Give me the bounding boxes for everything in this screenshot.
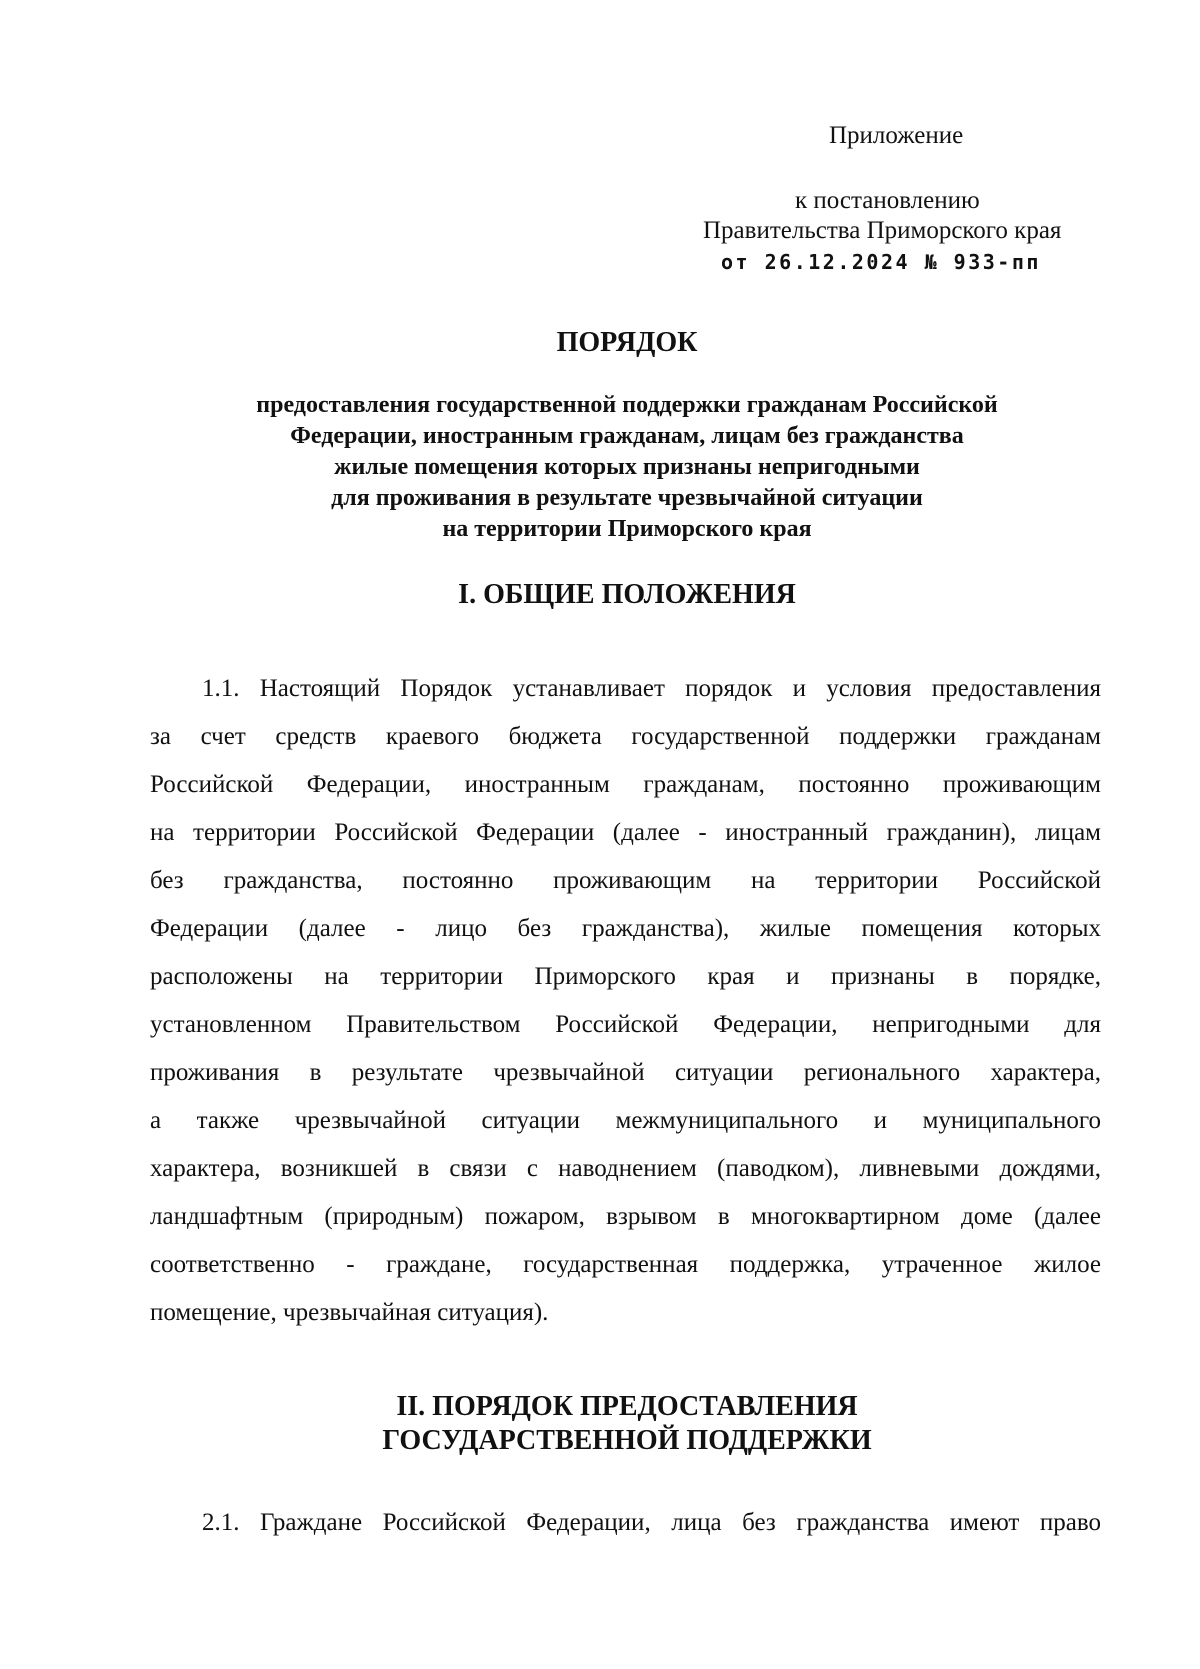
paragraph-line: на территории Российской Федерации (далее - иностранный гражданин), лицам	[150, 819, 1101, 846]
paragraph-line: помещение, чрезвычайная ситуация).	[150, 1299, 549, 1326]
paragraph-line: а также чрезвычайной ситуации межмуниципального и муниципального	[150, 1107, 1101, 1134]
appendix-date-number-stamp: от 26.12.2024 № 933-пп	[721, 250, 1041, 274]
section-2-paragraph	[150, 1508, 1101, 1556]
paragraph-line: соответственно - граждане, государственная поддержка, утраченное жилое	[150, 1251, 1101, 1278]
document-subtitle	[0, 390, 1200, 545]
subtitle-line: Федерации, иностранным гражданам, лицам без гражданства	[290, 423, 964, 449]
paragraph-line: без гражданства, постоянно проживающим на территории Российской	[150, 867, 1101, 894]
subtitle-line: на территории Приморского края	[442, 516, 812, 542]
document-title: ПОРЯДОК	[556, 327, 698, 358]
section-1-heading: I. ОБЩИЕ ПОЛОЖЕНИЯ	[458, 579, 796, 610]
subtitle-line: жилые помещения которых признаны непригодными	[334, 454, 920, 480]
subtitle-line: для проживания в результате чрезвычайной ситуации	[331, 485, 923, 511]
appendix-to-resolution: к постановлению	[795, 187, 980, 214]
paragraph-line: проживания в результате чрезвычайной ситуации регионального характера,	[150, 1059, 1101, 1086]
paragraph-line: характера, возникшей в связи с наводнением (паводком), ливневыми дождями,	[150, 1155, 1101, 1182]
paragraph-line: установленном Правительством Российской Федерации, непригодными для	[150, 1011, 1101, 1038]
heading-line: ГОСУДАРСТВЕННОЙ ПОДДЕРЖКИ	[382, 1425, 872, 1456]
section-2-heading	[0, 1390, 1200, 1458]
paragraph-line: расположены на территории Приморского края и признаны в порядке,	[150, 963, 1101, 990]
paragraph-line: 1.1. Настоящий Порядок устанавливает порядок и условия предоставления	[202, 675, 1101, 702]
appendix-government: Правительства Приморского края	[703, 217, 1062, 244]
section-1-paragraph	[150, 674, 1101, 1346]
paragraph-line: Российской Федерации, иностранным гражданам, постоянно проживающим	[150, 771, 1101, 798]
subtitle-line: предоставления государственной поддержки гражданам Российской	[256, 392, 998, 418]
paragraph-line: Федерации (далее - лицо без гражданства), жилые помещения которых	[150, 915, 1101, 942]
heading-line: II. ПОРЯДОК ПРЕДОСТАВЛЕНИЯ	[396, 1391, 858, 1422]
paragraph-line: ландшафтным (природным) пожаром, взрывом в многоквартирном доме (далее	[150, 1203, 1101, 1230]
appendix-label: Приложение	[829, 122, 964, 149]
paragraph-line: за счет средств краевого бюджета государственной поддержки гражданам	[150, 723, 1101, 750]
paragraph-line: 2.1. Граждане Российской Федерации, лица без гражданства имеют право	[202, 1509, 1101, 1536]
